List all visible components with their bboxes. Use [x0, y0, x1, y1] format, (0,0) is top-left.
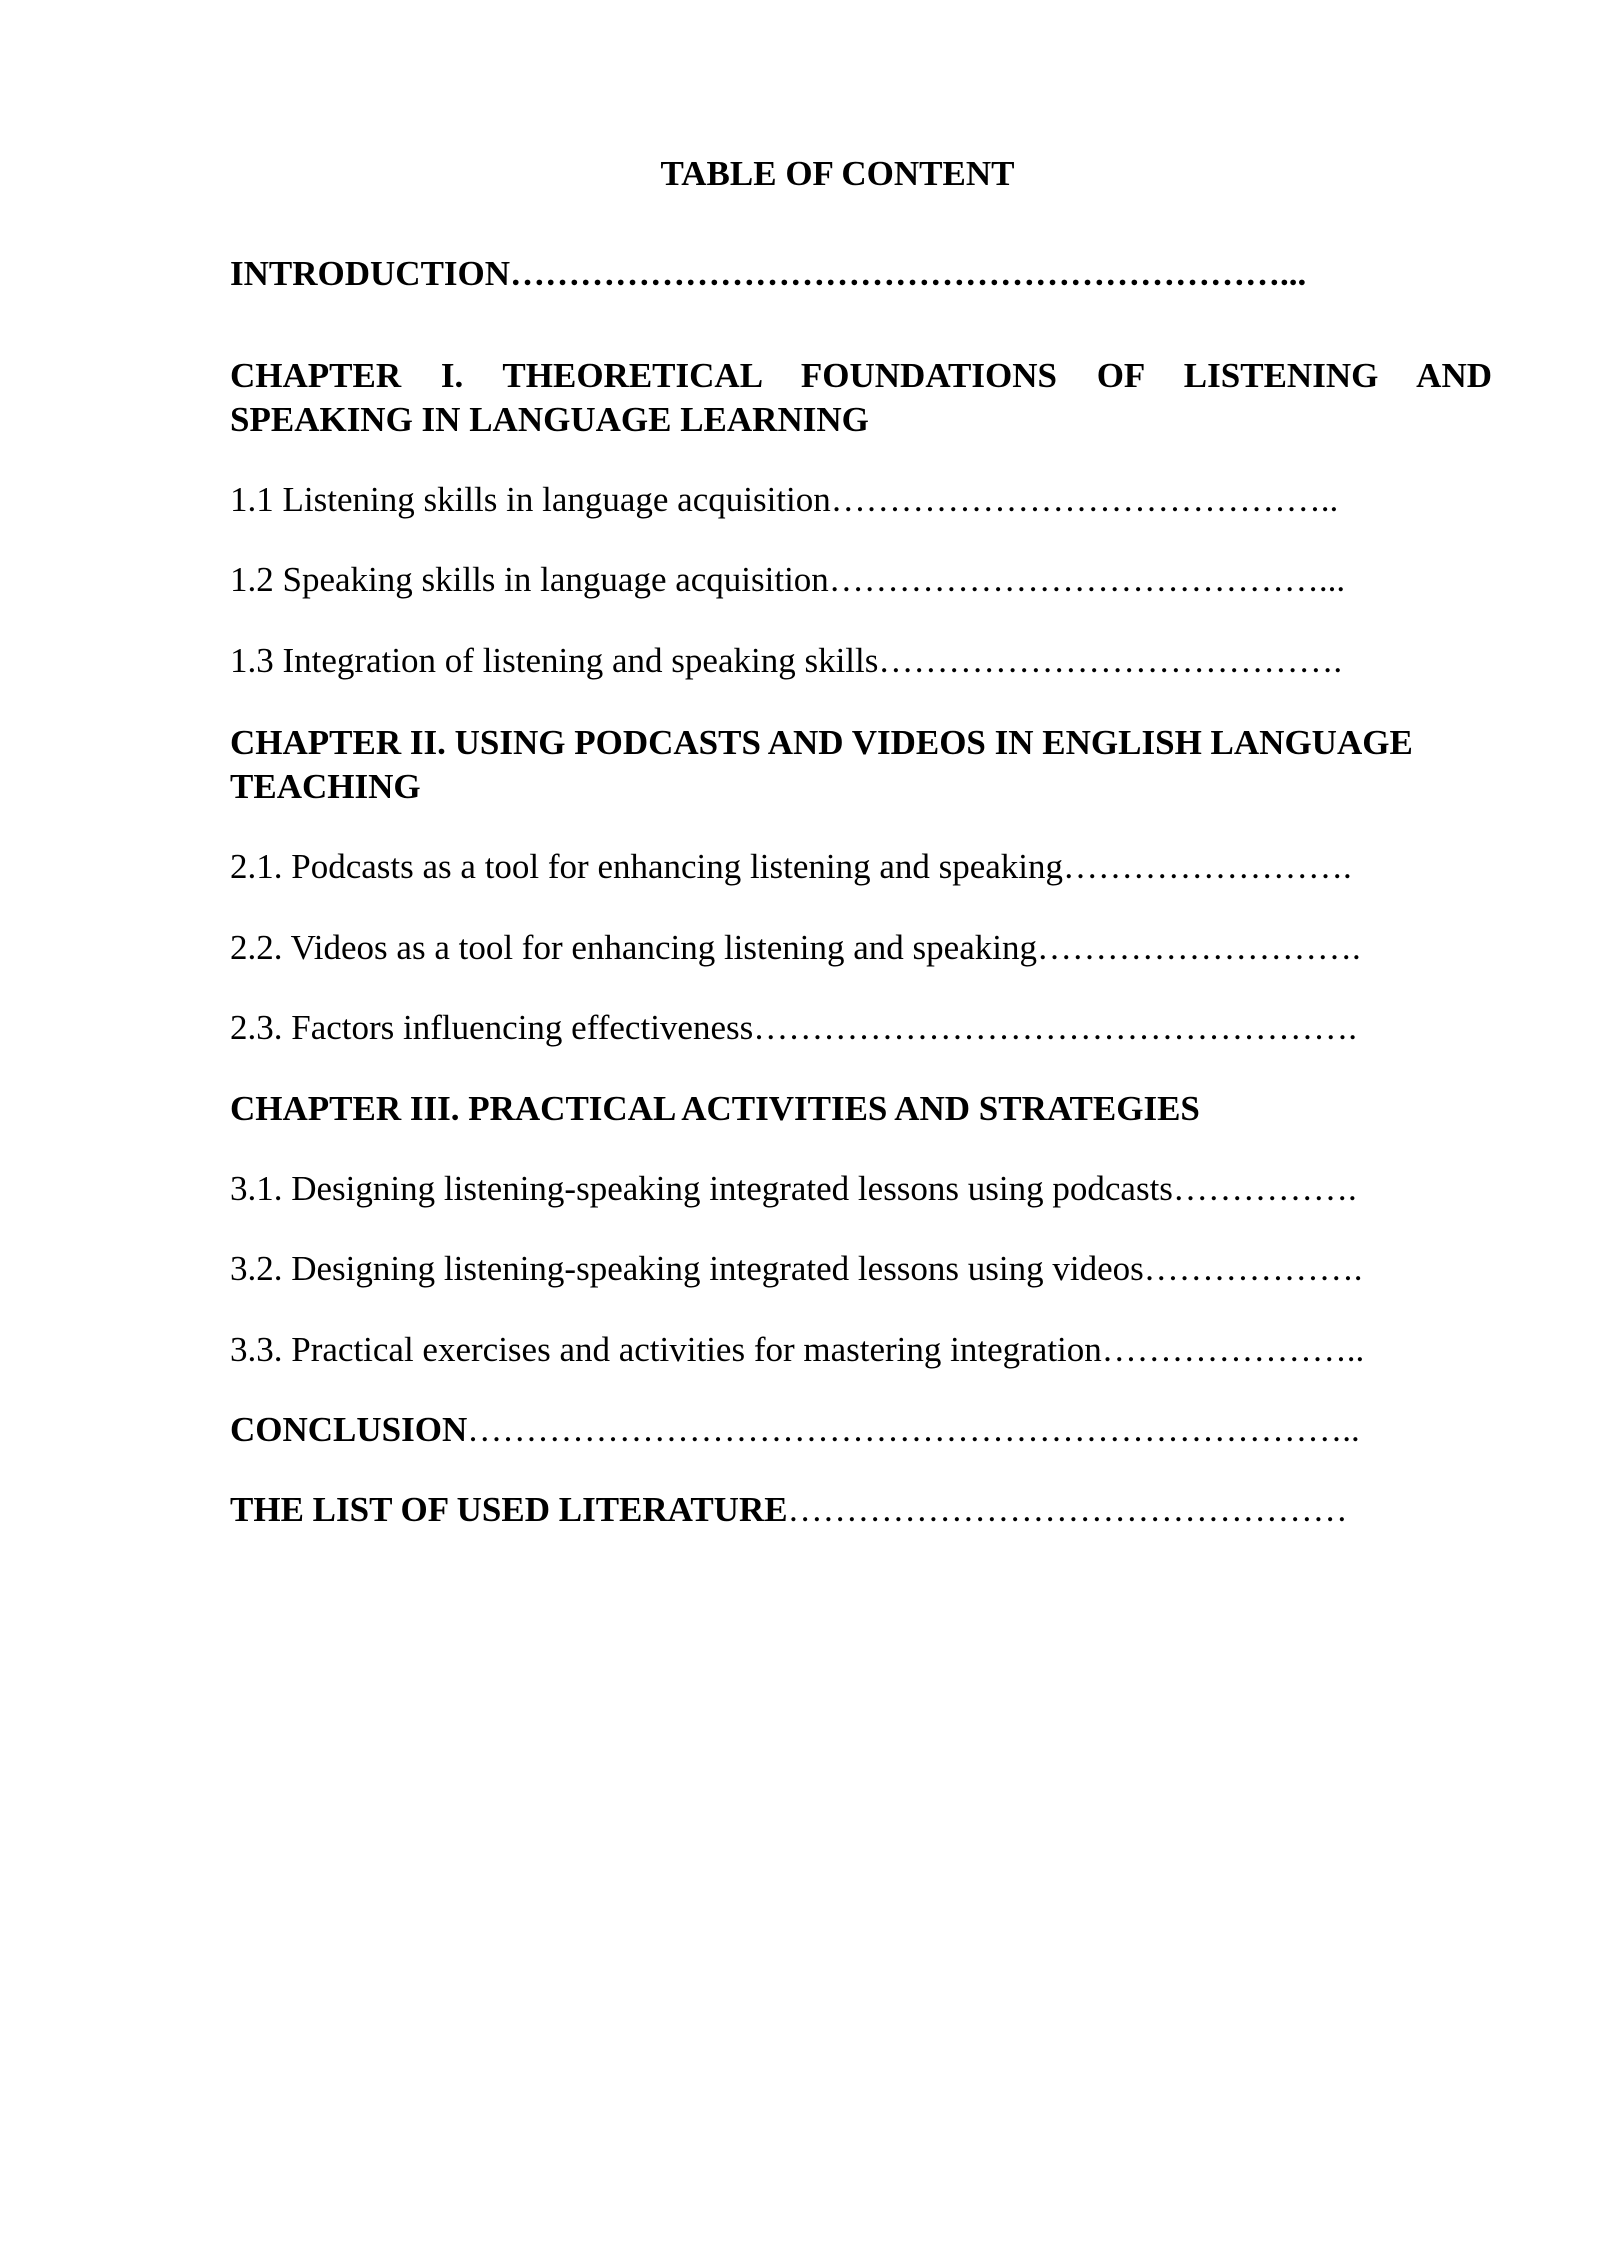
toc-entry-2-3 [230, 1008, 1357, 1048]
toc-entry-leader: …………………………………. [878, 641, 1343, 680]
toc-entry-3-2 [230, 1249, 1363, 1289]
toc-chapter-heading-2: CHAPTER II. USING PODCASTS AND VIDEOS IN ENGLISH LANGUAGE TEACHING [230, 723, 1413, 806]
toc-entry-label: 2.1. Podcasts as a tool for enhancing listening and speaking [230, 847, 1064, 886]
page-title: TABLE OF CONTENT [660, 154, 1015, 193]
toc-entry-label: 3.3. Practical exercises and activities for mastering integration [230, 1330, 1102, 1369]
toc-entry-3-3 [230, 1330, 1364, 1370]
toc-entry-1-3 [230, 641, 1342, 681]
toc-entry-3-1 [230, 1169, 1357, 1209]
toc-entry-label: 1.1 Listening skills in language acquisition [230, 480, 831, 519]
toc-entry-2-1 [230, 847, 1352, 887]
toc-entry-label: CONCLUSION [230, 1410, 468, 1449]
toc-entry-label: THE LIST OF USED LITERATURE [230, 1490, 788, 1529]
toc-entry-label: 1.3 Integration of listening and speaking skills [230, 641, 879, 680]
toc-entry-leader: ……………. [1172, 1169, 1357, 1208]
toc-entry-leader: ………………………………………… [787, 1490, 1348, 1529]
toc-entry-literature [230, 1490, 1348, 1530]
toc-entry-label: INTRODUCTION [230, 254, 511, 293]
toc-entry-introduction [230, 254, 1306, 294]
toc-entry-label: 1.2 Speaking skills in language acquisition [230, 560, 829, 599]
toc-entry-leader: ………………………………………………………………….. [467, 1410, 1360, 1449]
toc-entry-label: 2.3. Factors influencing effectiveness [230, 1008, 754, 1047]
toc-entry-conclusion [230, 1410, 1360, 1450]
toc-chapter-heading-1: CHAPTER I. THEORETICAL FOUNDATIONS OF LISTENING AND SPEAKING IN LANGUAGE LEARNING [230, 356, 1492, 439]
toc-entry-1-1 [230, 480, 1338, 520]
toc-entry-2-2 [230, 928, 1361, 968]
toc-entry-label: 3.1. Designing listening-speaking integrated lessons using podcasts [230, 1169, 1173, 1208]
toc-entry-leader: ………………….. [1101, 1330, 1365, 1369]
toc-entry-leader: …………………………………………………………... [510, 254, 1307, 293]
toc-entry-1-2 [230, 560, 1345, 600]
toc-entry-leader: …………………………………….. [830, 480, 1339, 519]
toc-entry-label: 3.2. Designing listening-speaking integrated lessons using videos [230, 1249, 1144, 1288]
toc-entry-leader: ……………………………………... [828, 560, 1346, 599]
toc-entry-label: 2.2. Videos as a tool for enhancing listening and speaking [230, 928, 1037, 967]
toc-chapter-heading-3: CHAPTER III. PRACTICAL ACTIVITIES AND STRATEGIES [230, 1089, 1200, 1128]
toc-entry-leader: ………………. [1143, 1249, 1363, 1288]
toc-entry-leader: ……………………. [1063, 847, 1352, 886]
toc-entry-leader: ………………………. [1036, 928, 1361, 967]
toc-entry-leader: ……………………………………………. [753, 1008, 1357, 1047]
